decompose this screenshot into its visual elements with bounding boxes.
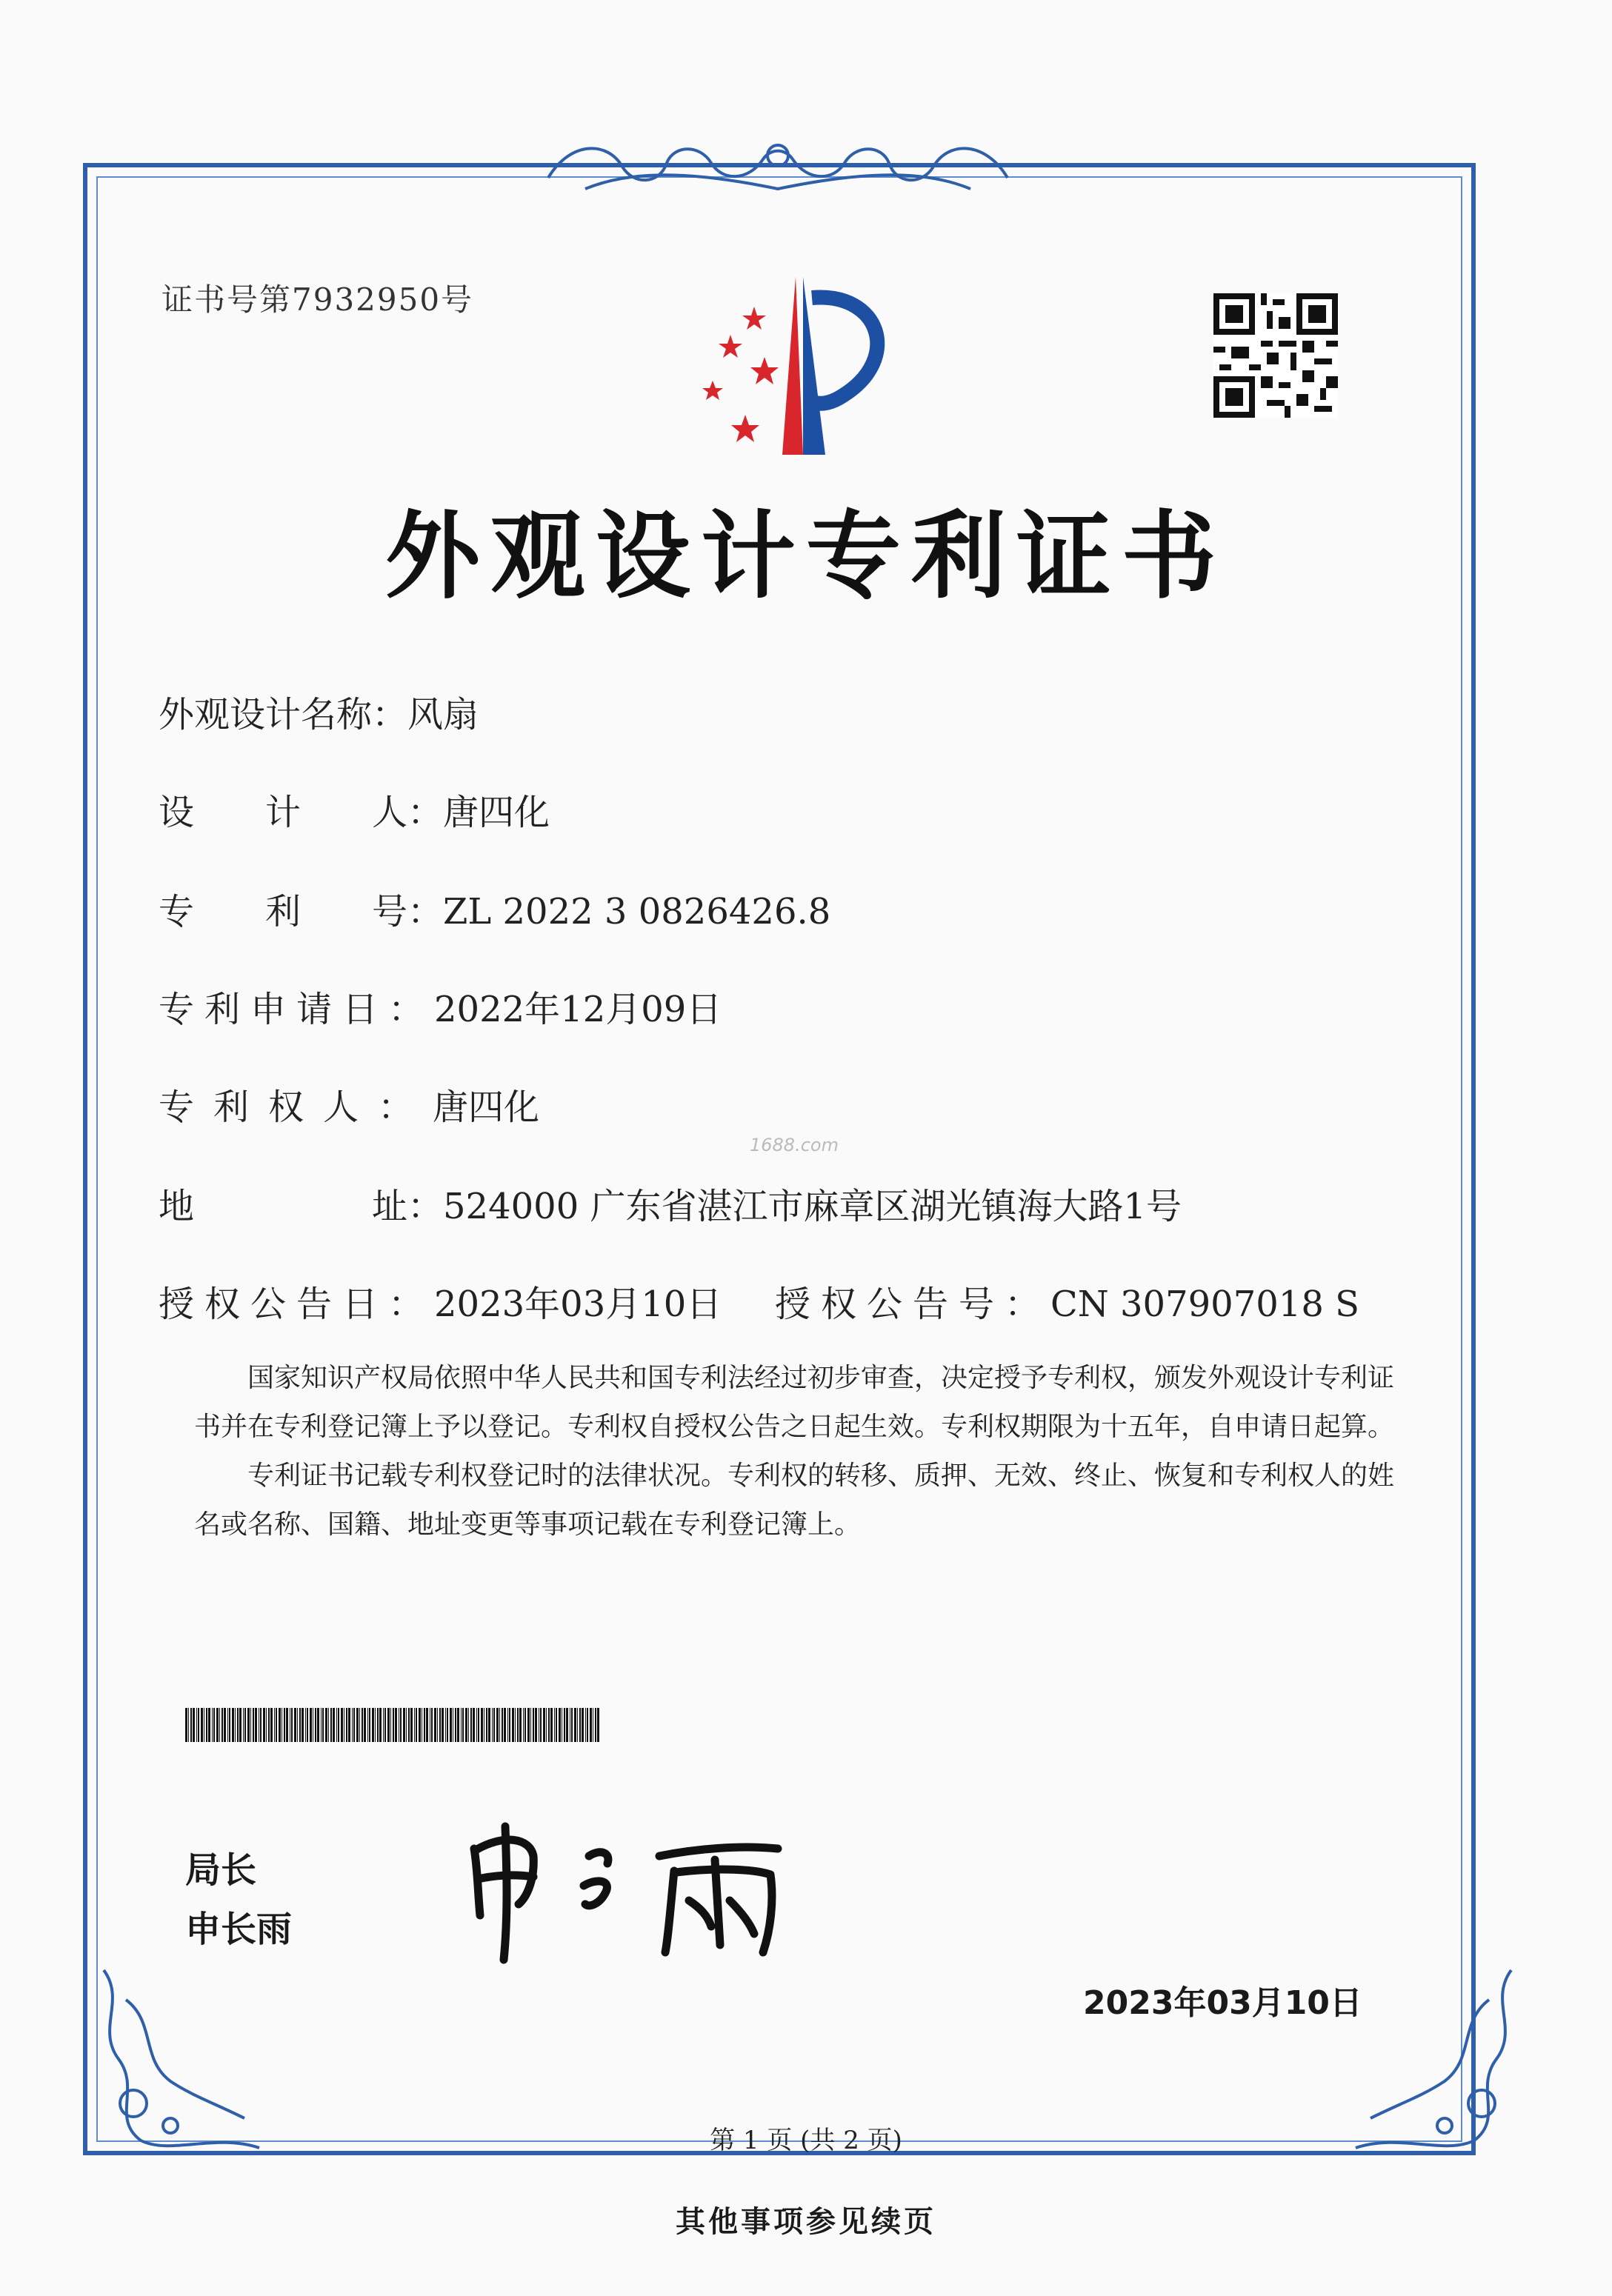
field-label: 地 址： <box>159 1186 444 1227</box>
watermark-text: 1688.com <box>750 1135 839 1155</box>
certificate-body <box>194 1354 1394 1549</box>
field-label: 专 利 号： <box>159 891 444 932</box>
field-value: 唐四化 <box>443 792 550 833</box>
footer-note: 其他事项参见续页 <box>676 2205 936 2239</box>
field-label: 授权公告日： <box>159 1284 435 1325</box>
field-value: CN 307907018 S <box>1050 1284 1359 1325</box>
qr-code-icon <box>1213 293 1338 418</box>
sign-date: 2023年03月10日 <box>1083 1984 1362 2022</box>
director-title: 局长 <box>185 1849 257 1891</box>
field-label: 专利申请日： <box>159 989 435 1030</box>
director-name: 申长雨 <box>185 1909 293 1950</box>
field-value: 2022年12月09日 <box>434 989 722 1030</box>
body-paragraph: 专利证书记载专利权登记时的法律状况。专利权的转移、质押、无效、终止、恢复和专利权人的姓名或名称、国籍、地址变更等事项记载在专利登记簿上。 <box>194 1461 1395 1540</box>
field-label: 专利权人： <box>159 1087 433 1128</box>
field-designer <box>159 784 550 835</box>
field-patentee <box>159 1078 539 1129</box>
certificate-number: 证书号第7932950号 <box>161 281 474 318</box>
field-value: ZL 2022 3 0826426.8 <box>443 891 831 932</box>
field-value: 2023年03月10日 <box>434 1284 722 1325</box>
field-label: 授权公告号： <box>775 1284 1051 1325</box>
field-design-name <box>159 686 479 737</box>
field-patent-no <box>159 883 830 934</box>
field-value: 524000 广东省湛江市麻章区湖光镇海大路1号 <box>443 1186 1182 1227</box>
cnipa-emblem-icon <box>658 270 910 462</box>
field-label: 外观设计名称： <box>159 694 408 735</box>
field-value: 风扇 <box>407 694 479 735</box>
top-ornament-icon <box>541 133 1015 200</box>
field-address <box>159 1178 1182 1229</box>
field-label: 设 计 人： <box>159 792 444 833</box>
field-filing-date <box>159 981 722 1032</box>
body-paragraph: 国家知识产权局依照中华人民共和国专利法经过初步审查，决定授予专利权，颁发外观设计专利证书并在专利登记簿上予以登记。专利权自授权公告之日起生效。专利权期限为十五年，自申请日起算。 <box>194 1363 1395 1442</box>
barcode-icon <box>185 1708 604 1742</box>
field-grant-date <box>159 1275 722 1326</box>
field-grant-no <box>775 1275 1359 1326</box>
page-number: 第 1 页 (共 2 页) <box>710 2126 902 2155</box>
handwritten-signature-icon <box>459 1804 807 1975</box>
field-value: 唐四化 <box>433 1087 540 1128</box>
certificate-title: 外观设计专利证书 <box>384 501 1227 612</box>
